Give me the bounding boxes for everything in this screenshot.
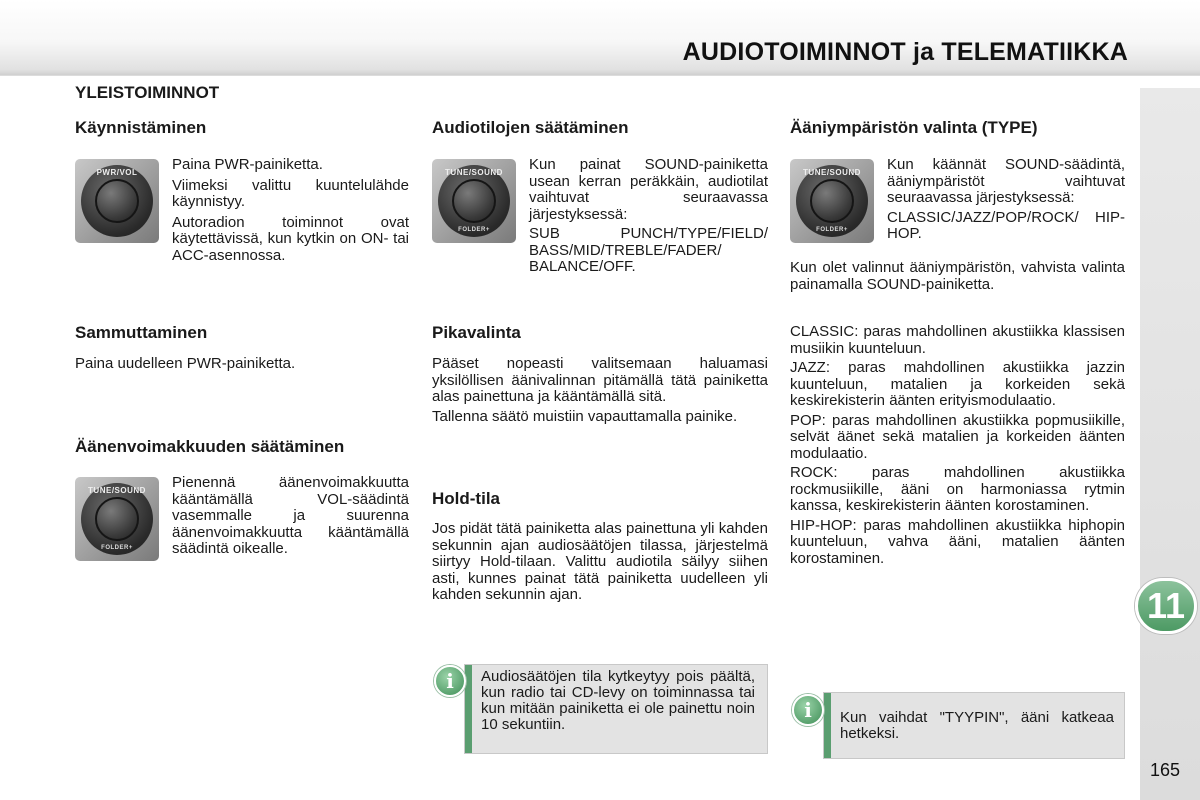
info-box-audio [464, 664, 768, 754]
knob-label-top: TUNE/SOUND [445, 168, 503, 177]
knob-label-top: TUNE/SOUND [88, 486, 146, 495]
knob-label-top: PWR/VOL [96, 168, 138, 177]
info-box-accent-bar [465, 665, 472, 753]
description-rock: ROCK: paras mahdollinen akustiikka rockmusiikille, ääni on harmoniassa rytmin kanssa, keskirekisterin äänten korostaminen. [790, 464, 1125, 514]
pwr-vol-knob-image [75, 159, 159, 243]
tune-sound-knob-image [790, 159, 874, 243]
page-header-title: AUDIOTOIMINNOT ja TELEMATIIKKA [682, 38, 1128, 66]
knob-label-bottom: FOLDER+ [101, 545, 133, 551]
heading-audio-settings: Audiotilojen säätäminen [432, 118, 629, 137]
audio-paragraph: Kun painat SOUND-painiketta usean kerran peräkkäin, audiotilat vaihtuvat seuraavassa järjestyksessä: [529, 156, 768, 223]
description-pop: POP: paras mahdollinen akustiikka popmusiikille, selvät äänet sekä matalien ja korkeiden äänten modulaatio. [790, 411, 1125, 462]
start-paragraph: Viimeksi valittu kuuntelulähde käynnistyy. [172, 176, 409, 210]
info-icon: i [434, 665, 466, 697]
page-number: 165 [1150, 760, 1181, 780]
sound-type-confirm-text: Kun olet valinnut ääniympäristön, vahvista valinta painamalla SOUND-painiketta. [790, 259, 1125, 293]
info-box-accent-bar [824, 693, 831, 758]
info-icon: i [792, 694, 824, 726]
knob-label-bottom: FOLDER+ [816, 227, 848, 233]
description-jazz: JAZZ: paras mahdollinen akustiikka jazzin kuunteluun, matalien ja korkeiden sekä keskirekisterin äänten erityismodulaatio. [790, 359, 1125, 409]
heading-stop: Sammuttaminen [75, 323, 208, 342]
type-paragraph: Kun käännät SOUND-säädintä, ääniympäristöt vaihtuvat seuraavassa järjestyksessä: [887, 156, 1125, 206]
start-paragraph: Autoradion toiminnot ovat käytettävissä, kun kytkin on ON- tai ACC-asennossa. [172, 213, 409, 264]
audio-paragraph: SUB PUNCH/TYPE/FIELD/ BASS/MID/TREBLE/FADER/ BALANCE/OFF. [529, 225, 768, 275]
volume-text: Pienennä äänenvoimakkuutta kääntämällä VOL-säädintä vasemmalle ja suurenna äänenvoimakkuutta kääntämällä säädintä oikealle. [172, 474, 409, 557]
info-box-type [823, 692, 1125, 759]
chapter-sidebar [1140, 88, 1200, 800]
knob-label-top: TUNE/SOUND [803, 168, 861, 177]
audio-settings-text [529, 157, 768, 279]
stop-text: Paina uudelleen PWR-painiketta. [75, 355, 296, 372]
heading-hold-mode: Hold-tila [432, 489, 500, 508]
start-text [172, 157, 409, 268]
sound-type-descriptions [790, 324, 1125, 570]
info-box-text: Audiosäätöjen tila kytkeytyy pois päältä, kun radio tai CD-levy on toiminnassa tai kun mitään painiketta ei ole painettu noin 10 sekuntiin. [481, 668, 755, 733]
description-hiphop: HIP-HOP: paras mahdollinen akustiikka hiphopin kuunteluun, vahva ääni, matalien äänten korostaminen. [790, 516, 1125, 567]
description-classic: CLASSIC: paras mahdollinen akustiikka klassisen musiikin kuunteluun. [790, 323, 1125, 357]
hold-mode-text: Jos pidät tätä painiketta alas painettuna yli kahden sekunnin ajan audiosäätöjen tilassa, järjestelmä siirtyy Hold-tilaan. Valittu audiotila säilyy siihen asti, kunnes painat tätä painiketta uudelleen yli kahden sekunnin ajan. [432, 520, 768, 603]
quick-paragraph: Pääset nopeasti valitsemaan haluamasi yksilöllisen äänivalinnan pitämällä tätä painiketta alas painettuna ja kääntämällä sitä. [432, 355, 768, 405]
heading-volume: Äänenvoimakkuuden säätäminen [75, 437, 345, 456]
knob-label-bottom: FOLDER+ [458, 227, 490, 233]
tune-sound-knob-image [75, 477, 159, 561]
quick-select-text [432, 356, 768, 428]
header-divider [0, 70, 1200, 75]
quick-paragraph: Tallenna säätö muistiin vapauttamalla painike. [432, 407, 738, 425]
type-paragraph: CLASSIC/JAZZ/POP/ROCK/ HIP-HOP. [887, 208, 1125, 242]
heading-start: Käynnistäminen [75, 118, 207, 137]
section-title: YLEISTOIMINNOT [75, 83, 220, 102]
info-box-text: Kun vaihdat "TYYPIN", ääni katkeaa hetkeksi. [840, 709, 1114, 742]
sound-type-text [887, 157, 1125, 246]
heading-sound-type: Ääniympäristön valinta (TYPE) [790, 118, 1038, 137]
chapter-number-badge: 11 [1135, 578, 1197, 634]
heading-quick-select: Pikavalinta [432, 323, 521, 342]
tune-sound-knob-image [432, 159, 516, 243]
start-paragraph: Paina PWR-painiketta. [172, 156, 323, 173]
